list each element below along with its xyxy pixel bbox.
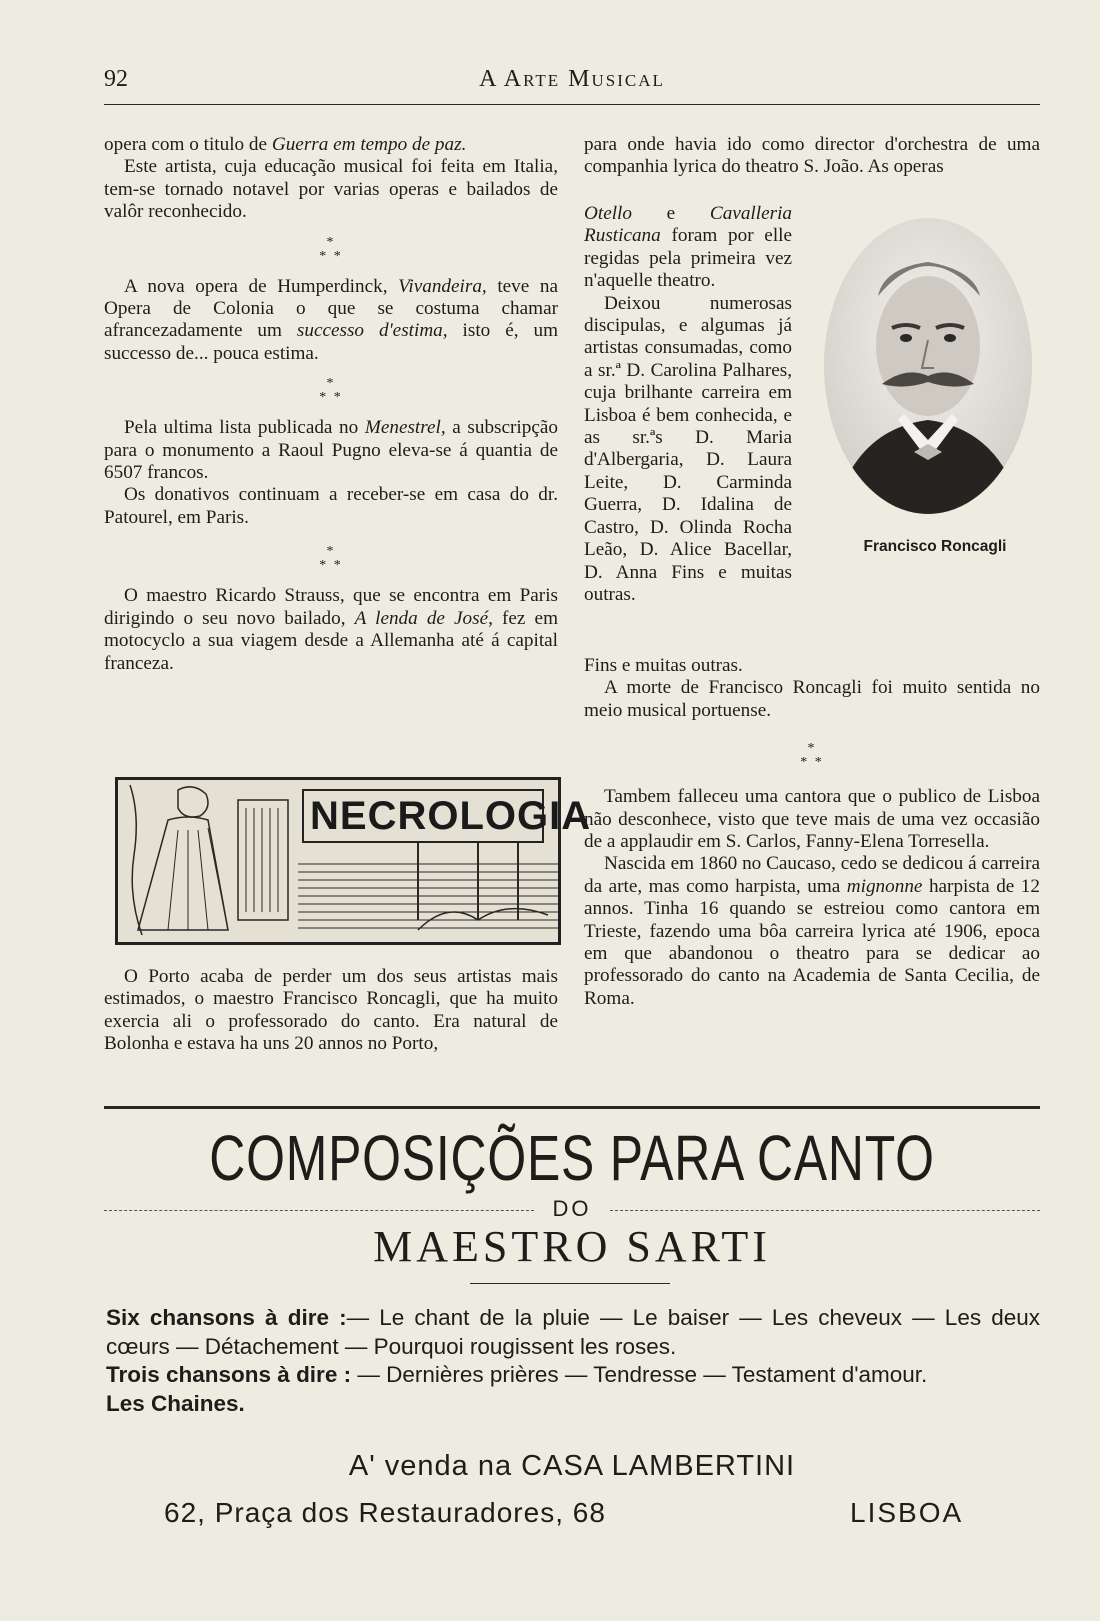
section-separator: * * * (319, 544, 343, 574)
right-column-narrow (584, 203, 792, 605)
page-number: 92 (104, 66, 128, 92)
article-paragraph: opera com o titulo de Guerra em tempo de paz. (104, 134, 467, 155)
article-paragraph: Os donativos continuam a receber-se em casa do dr. Patourel, em Paris. (104, 484, 558, 528)
article-paragraph: A morte de Francisco Roncagli foi muito sentida no meio musical portuense. (584, 677, 1040, 721)
trois-chansons-entry: Trois chansons à dire : — Dernières prières — Tendresse — Testament d'amour. (106, 1362, 928, 1387)
section-separator: * * * (319, 234, 343, 264)
left-column (104, 134, 558, 675)
advert-top-rule (104, 1106, 1040, 1109)
article-paragraph: O Porto acaba de perder um dos seus artistas mais estimados, o maestro Francisco Roncagli, que ha muito exercia ali o professorado do canto. Era natural de Bolonha e estava ha uns 20 annos no Porto, (104, 966, 558, 1055)
shop-city: LISBOA (850, 1497, 964, 1528)
article-paragraph: A nova opera de Humperdinck, Vivandeira, teve na Opera de Colonia o que se costuma chamar afrancezadamente um successo d'estima, isto é, um successo de... pouca estima. (104, 275, 558, 364)
advert-short-rule (470, 1283, 670, 1284)
advert-listing (106, 1304, 1040, 1418)
article-paragraph: Otello e Cavalleria Rusticana foram por elle regidas pela primeira vez n'aquelle theatro. (584, 203, 792, 292)
article-paragraph: Pela ultima lista publicada no Menestrel, a subscripção para o monumento a Raoul Pugno eleva-se á quantia de 6507 francos. (104, 417, 558, 484)
article-paragraph: Tambem falleceu uma cantora que o publico de Lisboa não desconhece, visto que teve mais de uma vez occasião de a applaudir em S. Carlos, Fanny-Elena Torresella. (584, 786, 1040, 853)
article-paragraph: Deixou numerosas discipulas, e algumas já artistas consumadas, como a sr.ª D. Carolina Palhares, cuja brilhante carreira em Lisboa é bem conhecida, e as sr.ªs D. Maria d'Albergaria, D. Laura Leite, D. Carminda Guerra, D. Idalina de Castro, D. Olinda Rocha Leão, D. Alice Bacellar, D. Anna Fins e muitas outras. (584, 292, 792, 605)
article-paragraph: O maestro Ricardo Strauss, que se encontra em Paris dirigindo o seu novo bailado, A lenda de José, fez em motocyclo a sua viagem desde a Allemanha até á capital franceza. (104, 585, 558, 674)
portrait-caption: Francisco Roncagli (863, 538, 1007, 555)
right-column-continued (584, 655, 1040, 1010)
portrait-photo (822, 216, 1034, 520)
section-separator: * * * (319, 376, 343, 406)
journal-title: A Arte Musical (479, 66, 665, 92)
advert-maestro: MAESTRO SARTI (373, 1222, 771, 1271)
header-rule (104, 104, 1040, 105)
left-column-bottom (104, 966, 558, 1056)
right-column-top (584, 134, 1040, 179)
necrologia-illustration (115, 777, 592, 945)
six-chansons-entry: Six chansons à dire :— Le chant de la pluie — Le baiser — Les cheveux — Les deux cœurs — Détachement — Pourquoi rougissent les roses. (106, 1305, 1040, 1359)
article-paragraph: Fins e muitas outras. (584, 655, 743, 676)
section-separator: * * * (800, 741, 824, 771)
advert-title: COMPOSIÇÕES PARA CANTO (209, 1122, 935, 1194)
advert-do: DO (552, 1196, 592, 1221)
article-paragraph: Nascida em 1860 no Caucaso, cedo se dedicou á carreira da arte, mas como harpista, uma mignonne harpista de 12 annos. Tinha 16 quando se estreiou como cantora em Trieste, fazendo uma bôa carreira lyrica até 1906, epoca em que abandonou o theatro para se dedicar ao professorado do canto na Academia de Santa Cecilia, de Roma. (584, 853, 1040, 1009)
sale-notice: A' venda na CASA LAMBERTINI (348, 1450, 796, 1482)
shop-address: 62, Praça dos Restauradores, 68 (164, 1497, 606, 1528)
necrologia-title: NECROLOGIA (310, 794, 592, 838)
page-header (104, 66, 1040, 100)
article-paragraph: para onde havia ido como director d'orchestra de uma companhia lyrica do theatro S. João. As operas (584, 134, 1040, 178)
les-chaines-entry: Les Chaines. (106, 1390, 245, 1416)
article-paragraph: Este artista, cuja educação musical foi feita em Italia, tem-se tornado notavel por varias operas e bailados de valôr reconhecido. (104, 156, 558, 223)
advert-dotted-rule-right (610, 1210, 1040, 1211)
